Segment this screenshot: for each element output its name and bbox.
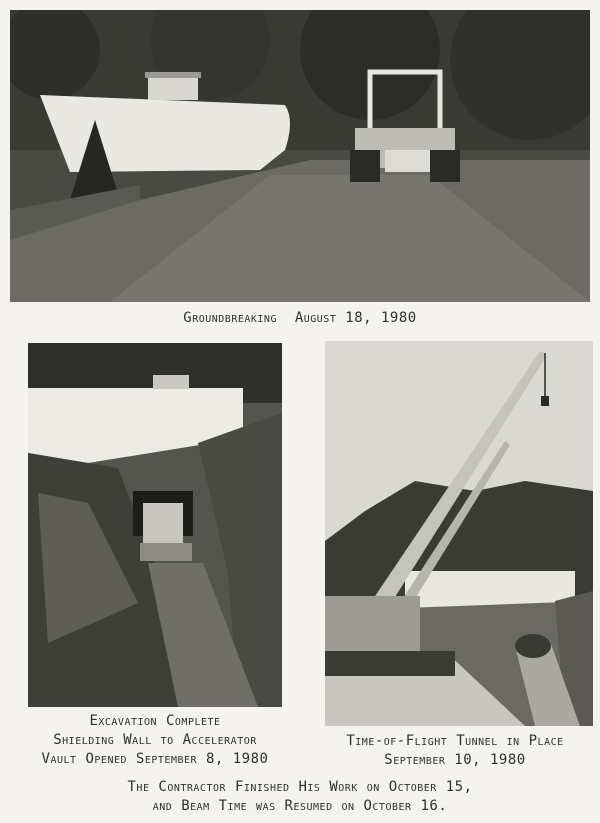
groundbreaking-caption <box>10 309 590 328</box>
footer-note <box>10 778 590 816</box>
footer-note-line2: and Beam Time was Resumed on October 16. <box>152 798 448 814</box>
groundbreaking-caption-text: Groundbreaking August 18, 1980 <box>183 310 417 326</box>
crane-caption-line2: September 10, 1980 <box>384 752 526 768</box>
excavation-caption <box>10 712 300 769</box>
crane-caption-line1: Time-of-Flight Tunnel in Place <box>346 733 564 749</box>
excavation-caption-line2: Shielding Wall to Accelerator <box>53 732 257 748</box>
groundbreaking-photo <box>10 10 590 302</box>
crane-caption <box>310 732 600 770</box>
crane-photo <box>325 341 593 726</box>
footer-note-line1: The Contractor Finished His Work on October 15, <box>127 779 473 795</box>
excavation-photo <box>28 343 282 707</box>
excavation-caption-line3: Vault Opened September 8, 1980 <box>41 751 269 767</box>
excavation-caption-line1: Excavation Complete <box>89 713 221 729</box>
